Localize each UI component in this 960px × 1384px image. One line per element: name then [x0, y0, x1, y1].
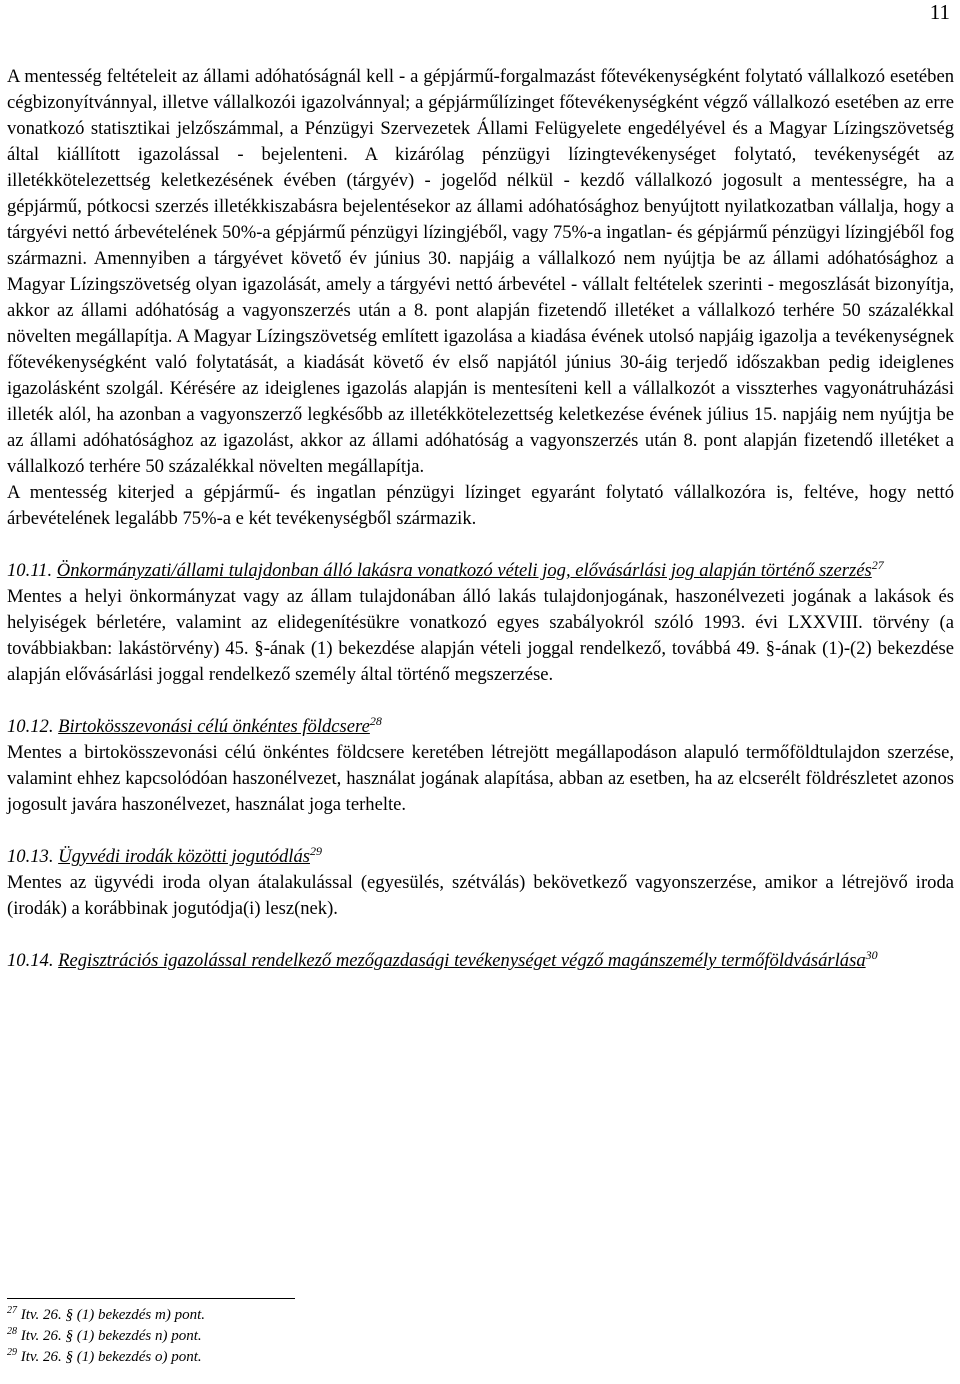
section-heading-10-12	[7, 714, 954, 740]
footnote-ref[interactable]: 30	[865, 947, 878, 962]
footnote-27: $^{27}$ Itv. 26. § (1) bekezdés m) pont.	[7, 1305, 205, 1323]
section-title: Önkormányzati/állami tulajdonban álló lakásra vonatkozó vételi jog, elővásárlási jog alapján történő szerzés	[56, 560, 872, 581]
section-number: 10.13.	[7, 846, 54, 867]
section-title: Regisztrációs igazolással rendelkező mezőgazdasági tevékenységet végző magánszemély termőföldvásárlása	[58, 950, 866, 971]
section-number: 10.12.	[7, 716, 54, 737]
footnote-28: $^{28}$ Itv. 26. § (1) bekezdés n) pont.	[7, 1326, 202, 1344]
section-body-10-11: Mentes a helyi önkormányzat vagy az állam tulajdonában álló lakás tulajdonjogának, haszonélvezeti jogának a lakások és helyiségek bérletére, valamint az elidegenítésükre vonatkozó egyes szabályokról szóló 1993. évi LXXVIII. törvény (a továbbiakban: lakástörvény) 45. §-ának (1) bekezdése alapján vételi joggal rendelkező, továbbá 49. §-ának (1)-(2) bekezdése alapján elővásárlási joggal rendelkező személy által történő megszerzése.	[7, 586, 954, 685]
document-body	[7, 64, 954, 974]
intro-paragraph-2: A mentesség kiterjed a gépjármű- és ingatlan pénzügyi lízinget egyaránt folytató vállalkozóra is, feltéve, hogy nettó árbevételének legalább 75%-a e két tevékenységből származik.	[7, 482, 954, 529]
section-title: Birtokösszevonási célú önkéntes földcsere	[58, 716, 370, 737]
page-number: 11	[929, 0, 950, 24]
section-body-10-13: Mentes az ügyvédi iroda olyan átalakulással (egyesülés, szétválás) bekövetkező vagyonszerzése, amikor a létrejövő iroda (irodák) a korábbinak jogutódja(i) lesz(nek).	[7, 872, 954, 919]
footnote-ref[interactable]: 28	[369, 713, 382, 728]
section-heading-10-14	[7, 948, 954, 974]
footnote-ref[interactable]: 29	[309, 843, 322, 858]
footnote-ref[interactable]: 27	[871, 557, 884, 572]
footnotes	[7, 1298, 407, 1368]
footnote-29: $^{29}$ Itv. 26. § (1) bekezdés o) pont.	[7, 1347, 202, 1365]
intro-paragraph: A mentesség feltételeit az állami adóhatóságnál kell - a gépjármű-forgalmazást főtevékenységként folytató vállalkozó esetében cégbizonyítvánnyal, illetve vállalkozói igazolvánnyal; a gépjárműlízinget főtevékenységként végző vállalkozó esetében az erre vonatkozó statisztikai jelzőszámmal, a Pénzügyi Szervezetek Állami Felügyelete engedélyével és a Magyar Lízingszövetség által kiállított igazolással - bejelenteni. A kizárólag pénzügyi lízingtevékenységet folytató, tevékenységét az illetékkötelezettség keletkezésének évében (tárgyév) - jogelőd nélkül - kezdő vállalkozó jogosult a mentességre, ha a gépjármű, pótkocsi szerzés illetékkiszabásra bejelentésekor az állami adóhatósághoz benyújtott nyilatkozatban vállalja, hogy a tárgyévi nettó árbevételének 50%-a gépjármű pénzügyi lízingjéből, vagy 75%-a ingatlan- és gépjármű pénzügyi lízingjéből fog származni. Amennyiben a tárgyévet követő év június 30. napjáig a vállalkozó nem nyújtja be az állami adóhatósághoz a Magyar Lízingszövetség olyan igazolását, amely a tárgyévi nettó árbevétel - vállalt feltételek szerinti - megoszlását bizonyítja, akkor az állami adóhatóság a vagyonszerzés után a 8. pont alapján fizetendő illetéket a vállalkozó terhére 50 százalékkal növelten megállapítja. A Magyar Lízingszövetség említett igazolása a kiadása évének utolsó napjáig igazolja a tevékenységnek főtevékenységként való folytatását, a kiadását követő év első napjától június 30-áig terjedő időszakban pedig ideiglenes igazolásként szolgál. Kérésére az ideiglenes igazolás alapján is mentesíteni kell a vállalkozót a visszterhes vagyonátruházási illeték alól, ha azonban a vagyonszerző legkésőbb az illetékkötelezettség keletkezése évének július 15. napjáig nem nyújtja be az állami adóhatósághoz az igazolást, akkor az állami adóhatóság a vagyonszerzés után 8. pont alapján fizetendő illetéket a vállalkozó terhére 50 százalékkal növelten megállapítja.	[7, 66, 954, 477]
section-number: 10.14.	[7, 950, 54, 971]
section-heading-10-13	[7, 844, 954, 870]
section-body-10-12: Mentes a birtokösszevonási célú önkéntes földcsere keretében létrejött megállapodáson alapuló termőföldtulajdon szerzése, valamint ehhez kapcsolódóan haszonélvezet, használat jogának alapítása, abban az esetben, ha az elcserélt földrészletet azonos jogosult javára haszonélvezet, használat joga terhelte.	[7, 742, 954, 815]
section-number: 10.11.	[7, 560, 53, 581]
section-heading-10-11	[7, 558, 954, 584]
footnote-divider	[7, 1298, 295, 1299]
section-title: Ügyvédi irodák közötti jogutódlás	[58, 846, 310, 867]
